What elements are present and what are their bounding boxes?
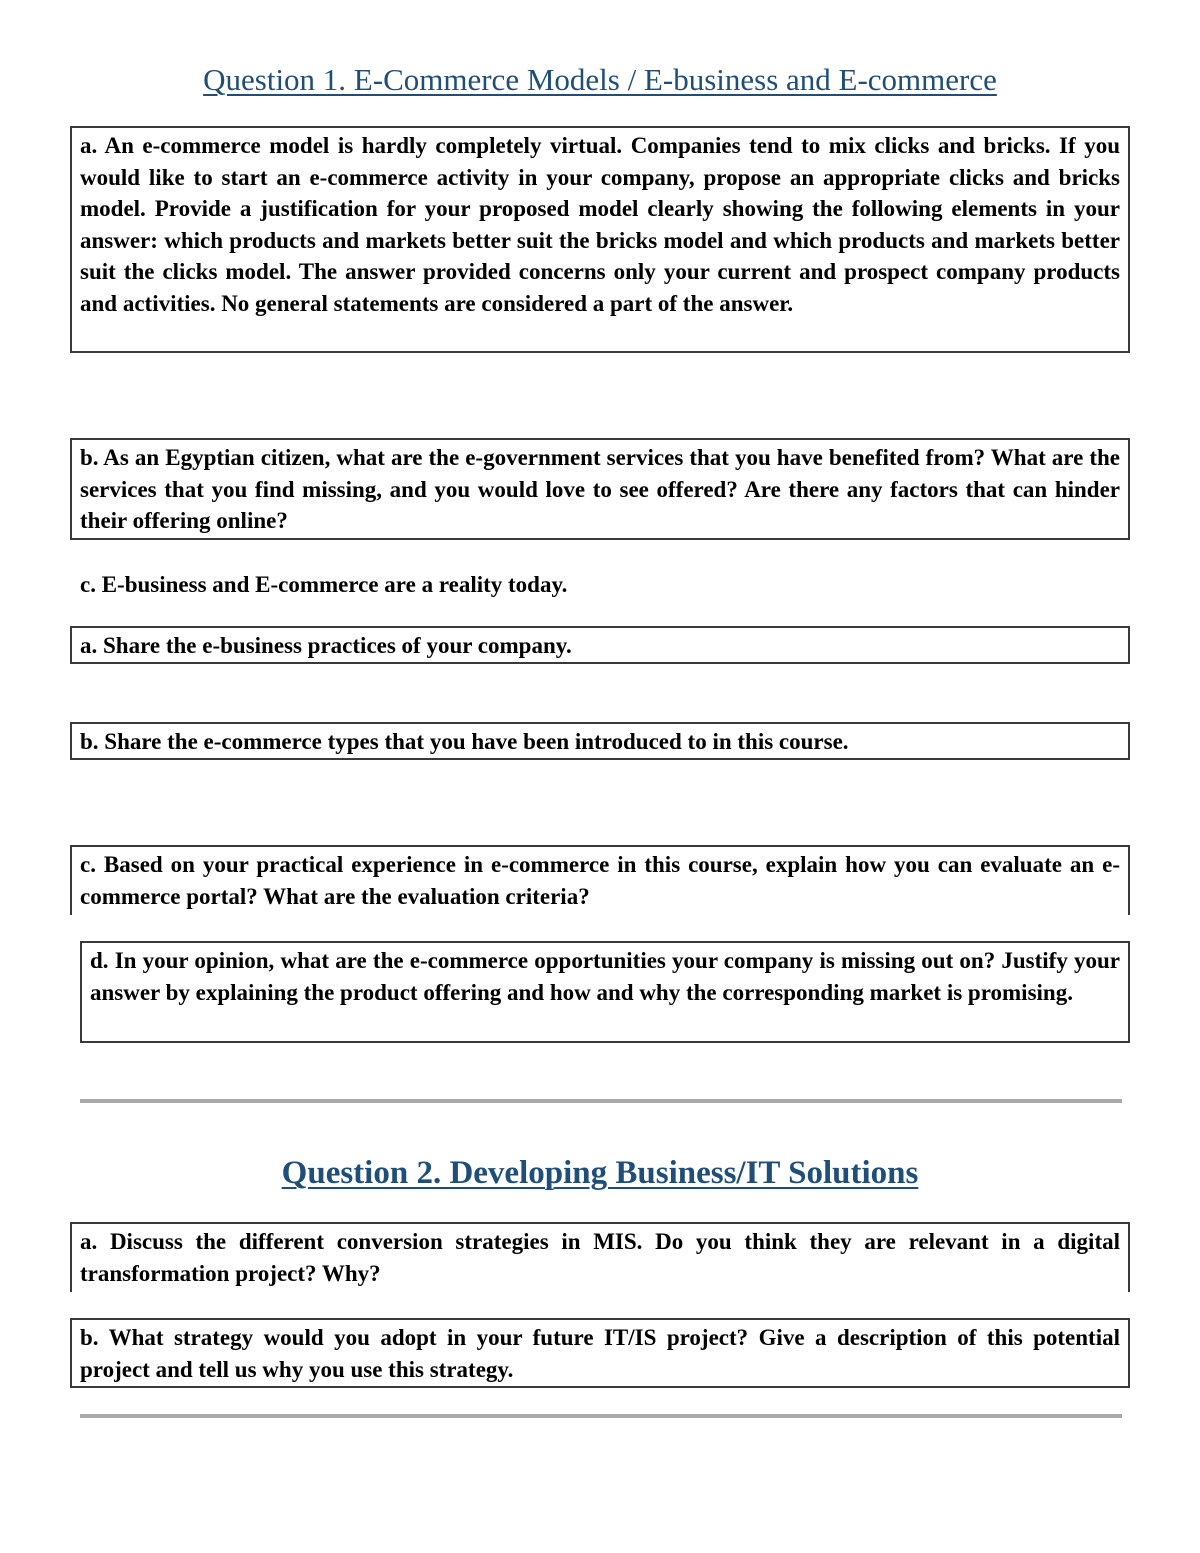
question-2b-text: b. What strategy would you adopt in your future IT/IS project? Give a description of this potential project and tell us why you use this strategy.: [80, 1325, 1120, 1382]
question-2-title: Question 2. Developing Business/IT Solutions: [281, 1155, 919, 1191]
question-1c-c-text: c. Based on your practical experience in e-commerce in this course, explain how you can evaluate an e-commerce portal? What are the evaluation criteria?: [80, 852, 1120, 909]
question-1c-b-box: [70, 722, 1130, 760]
question-1c-c-box: [70, 845, 1130, 915]
question-2b-box: [70, 1318, 1130, 1388]
question-2a-box: [70, 1222, 1130, 1292]
question-1b-text: b. As an Egyptian citizen, what are the e-government services that you have benefited from? What are the services that you find missing, and you would love to see offered? Are there any factors that can hinder their offering online?: [80, 445, 1120, 533]
question-1a-box: [70, 126, 1130, 353]
question-1c-b-text: b. Share the e-commerce types that you have been introduced to in this course.: [80, 729, 849, 754]
question-1c-a-text: a. Share the e-business practices of your company.: [80, 633, 572, 658]
question-1c-a-box: [70, 626, 1130, 664]
section-divider: [80, 1099, 1122, 1103]
question-1b-box: [70, 438, 1130, 540]
question-2a-text: a. Discuss the different conversion strategies in MIS. Do you think they are relevant in a digital transformation project? Why?: [80, 1229, 1120, 1286]
section-divider-bottom: [80, 1414, 1122, 1418]
question-1d-text: d. In your opinion, what are the e-commerce opportunities your company is missing out on? Justify your answer by explaining the product offering and how and why the corresponding market is promising.: [90, 948, 1120, 1005]
question-1c-intro: c. E-business and E-commerce are a reality today.: [80, 572, 568, 597]
question-1a-text: a. An e-commerce model is hardly completely virtual. Companies tend to mix clicks and bricks. If you would like to start an e-commerce activity in your company, propose an appropriate clicks and bricks model. Provide a justification for your proposed model clearly showing the following elements in your answer: which products and markets better suit the bricks model and which products and markets better suit the clicks model. The answer provided concerns only your current and prospect company products and activities. No general statements are considered a part of the answer.: [80, 133, 1120, 316]
question-1d-box: [80, 941, 1130, 1043]
question-1-title: Question 1. E-Commerce Models / E-business and E-commerce: [203, 62, 997, 97]
